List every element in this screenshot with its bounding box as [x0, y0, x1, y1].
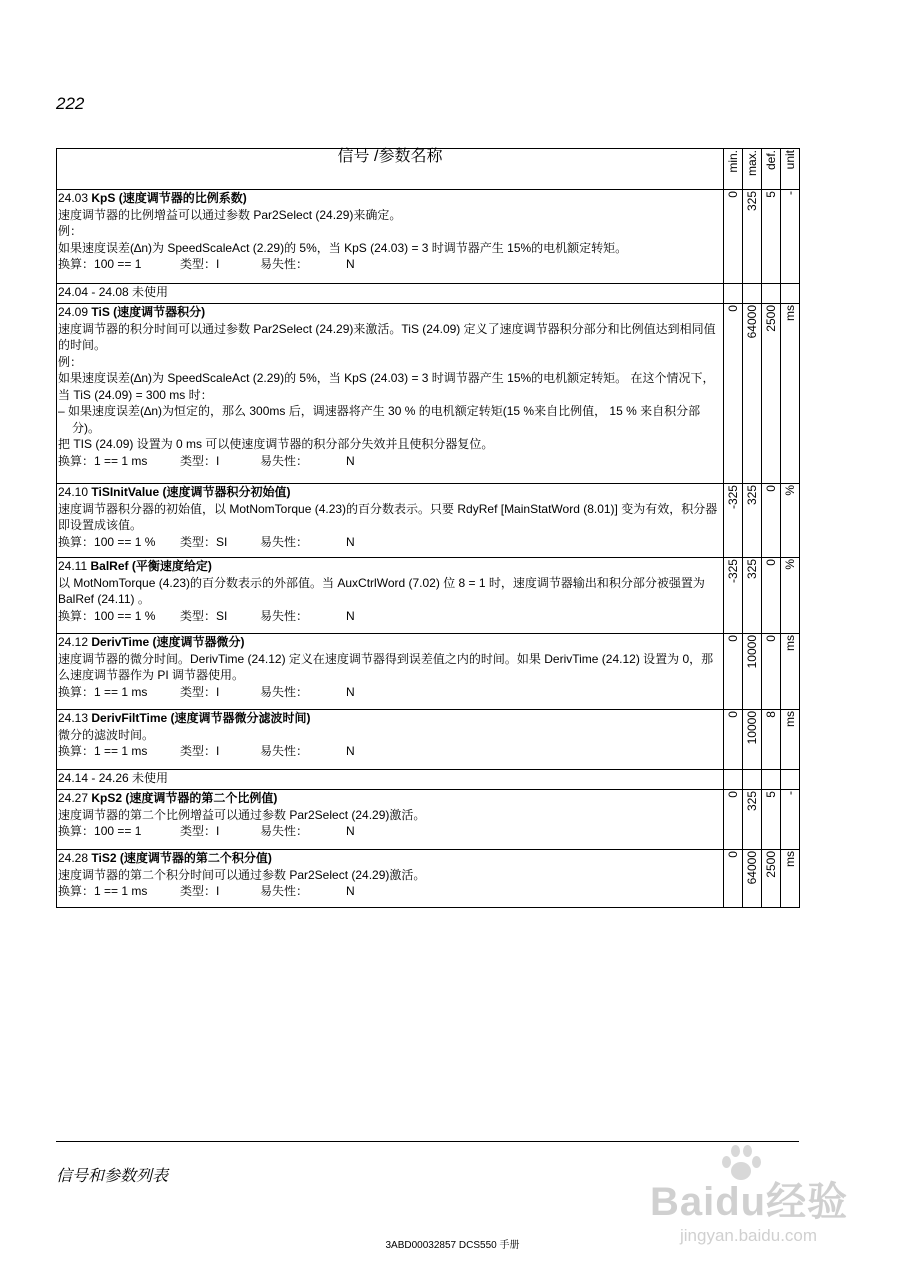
parameter-cn-name: (速度调节器的第二个比例值) [125, 791, 278, 805]
conversion-label: 换算： [58, 744, 95, 758]
conversion-label: 换算： [58, 534, 95, 549]
parameter-description [57, 710, 724, 770]
description-line: 速度调节器的比例增益可以通过参数 Par2Select (24.29)来确定。 [58, 207, 402, 222]
volatile-label: 易失性： [260, 534, 309, 549]
volatile-label: 易失性： [260, 684, 309, 699]
parameter-name: KpS2 [91, 791, 123, 805]
conversion-value: 1 == 1 ms [94, 453, 148, 468]
type-label: 类型： [180, 684, 217, 699]
unit-value: - [781, 790, 800, 850]
parameter-name: DerivFiltTime [91, 711, 168, 725]
max-value: 325 [743, 790, 762, 850]
parameter-meta [58, 608, 722, 625]
parameter-name: DerivTime [91, 635, 150, 649]
default-value: 0 [762, 484, 781, 558]
volatile-label: 易失性： [260, 453, 309, 468]
description-line: 例： [58, 224, 83, 238]
type-label: 类型： [180, 744, 217, 758]
default-value: 2500 [762, 850, 781, 908]
type-label: 类型： [180, 824, 217, 838]
volatile-value: N [346, 824, 355, 838]
type-label: 类型： [180, 534, 217, 549]
parameter-name: TiS2 [91, 851, 117, 865]
default-value: 0 [762, 558, 781, 634]
type-value: SI [216, 534, 228, 549]
conversion-value: 100 == 1 % [94, 608, 156, 623]
type-value: I [216, 744, 220, 758]
volatile-value: N [346, 884, 355, 898]
parameter-description [57, 484, 724, 558]
parameter-title [58, 790, 722, 807]
type-label: 类型： [180, 453, 217, 468]
parameter-title [58, 190, 722, 207]
parameter-cn-name: (速度调节器的第二个积分值) [119, 851, 272, 865]
parameter-name: TiS [91, 305, 110, 319]
conversion-value: 100 == 1 [94, 257, 142, 271]
type-label: 类型： [180, 884, 217, 898]
parameter-code: 24.28 [58, 851, 89, 865]
max-value: 325 [743, 484, 762, 558]
default-value: 0 [762, 634, 781, 710]
volatile-value: N [346, 534, 355, 549]
type-value: SI [216, 608, 228, 623]
unit-value: % [781, 558, 800, 634]
description-line: 速度调节器的微分时间。DerivTime (24.12) 定义在速度调节器得到误差值之内的时间。如果 DerivTime (24.12) 设置为 0，那么速度调节器作为 PI 调节器使用。 [58, 651, 714, 682]
unit-value: - [781, 190, 800, 284]
description-line: 以 MotNomTorque (4.23)的百分数表示的外部值。当 AuxCtrlWord (7.02) 位 8 = 1 时，速度调节器输出和积分部分被强置为 BalRef (24.11) 。 [58, 575, 705, 606]
description-line: – 如果速度误差(∆n)为恒定的，那么 300ms 后，调速器将产生 30 % 的电机额定转矩(15 %来自比例值， 15 % 来自积分部分)。 [58, 404, 701, 435]
min-value: 0 [724, 850, 743, 908]
watermark-url: jingyan.baidu.com [680, 1226, 818, 1245]
parameter-cn-name: (速度调节器积分) [113, 305, 206, 319]
parameter-meta [58, 534, 722, 551]
type-value: I [216, 257, 220, 271]
unused-row [57, 770, 800, 790]
description-line: 速度调节器积分器的初始值，以 MotNomTorque (4.23)的百分数表示。只要 RdyRef [MainStatWord (8.01)] 变为有效，积分器即设置成该值。 [58, 501, 718, 532]
max-value: 10000 [743, 710, 762, 770]
watermark-brand: Baidu经验 [650, 1180, 849, 1224]
type-value: I [216, 884, 220, 898]
volatile-value: N [346, 453, 355, 468]
parameter-meta [58, 684, 722, 701]
description-line: 速度调节器的第二个积分时间可以通过参数 Par2Select (24.29)激活。 [58, 867, 426, 882]
volatile-label: 易失性： [260, 824, 309, 838]
parameter-title [58, 304, 722, 321]
conversion-label: 换算： [58, 884, 95, 898]
parameter-title [58, 634, 722, 651]
volatile-value: N [346, 608, 355, 623]
volatile-label: 易失性： [260, 744, 309, 758]
type-value: I [216, 453, 220, 468]
footer-title: 信号和参数列表 [56, 1168, 169, 1185]
max-value: 325 [743, 558, 762, 634]
parameter-cn-name: (速度调节器微分) [152, 635, 245, 649]
max-value: 325 [743, 190, 762, 284]
unit-value: ms [781, 850, 800, 908]
description-line: 速度调节器的第二个比例增益可以通过参数 Par2Select (24.29)激活。 [58, 807, 426, 822]
table-header-row [57, 149, 800, 190]
parameter-title [58, 558, 722, 575]
parameter-description [57, 304, 724, 484]
parameter-code: 24.03 [58, 191, 89, 205]
parameter-meta [58, 453, 722, 470]
unused-range: 24.04 - 24.08 未使用 [57, 284, 724, 304]
parameter-row [57, 634, 800, 710]
parameter-cn-name: (速度调节器的比例系数) [118, 191, 247, 205]
parameter-code: 24.13 [58, 711, 89, 725]
volatile-value: N [346, 744, 355, 758]
parameter-meta [58, 256, 722, 273]
unit-value: % [781, 484, 800, 558]
parameter-name: BalRef [90, 559, 129, 573]
conversion-label: 换算： [58, 684, 95, 699]
unused-row [57, 284, 800, 304]
parameter-meta [58, 743, 722, 760]
parameter-description [57, 190, 724, 284]
parameter-row [57, 190, 800, 284]
parameter-code: 24.11 [58, 559, 88, 573]
min-value: 0 [724, 710, 743, 770]
parameter-title [58, 484, 722, 501]
parameter-row [57, 850, 800, 908]
description-line: 微分的滤波时间。 [58, 727, 155, 742]
min-value: -325 [724, 484, 743, 558]
parameter-title [58, 710, 722, 727]
type-label: 类型： [180, 608, 217, 623]
parameter-name: TiSInitValue [91, 485, 160, 499]
header-max: max. [743, 149, 762, 190]
volatile-value: N [346, 684, 355, 699]
header-title: 信号 /参数名称 [57, 149, 724, 190]
conversion-value: 100 == 1 % [94, 534, 156, 549]
parameter-description [57, 790, 724, 850]
max-value: 64000 [743, 304, 762, 484]
parameter-meta [58, 823, 722, 840]
min-value: -325 [724, 558, 743, 634]
type-label: 类型： [180, 257, 217, 271]
parameter-description [57, 850, 724, 908]
type-value: I [216, 824, 220, 838]
parameter-row [57, 304, 800, 484]
parameter-cn-name: (速度调节器积分初始值) [162, 485, 291, 499]
unit-value: ms [781, 710, 800, 770]
description-line: 如果速度误差(∆n)为 SpeedScaleAct (2.29)的 5%，当 KpS (24.03) = 3 时调节器产生 15%的电机额定转矩。 [58, 240, 628, 255]
header-def: def. [762, 149, 781, 190]
baidu-watermark [640, 1142, 880, 1262]
conversion-label: 换算： [58, 257, 95, 271]
parameter-row [57, 710, 800, 770]
parameter-row [57, 484, 800, 558]
conversion-value: 1 == 1 ms [94, 684, 148, 699]
description-line: 速度调节器的积分时间可以通过参数 Par2Select (24.29)来激活。TiS (24.09) 定义了速度调节器积分部分和比例值达到相同值的时间。 [58, 321, 716, 352]
default-value: 8 [762, 710, 781, 770]
conversion-label: 换算： [58, 608, 95, 623]
min-value: 0 [724, 304, 743, 484]
volatile-label: 易失性： [260, 608, 309, 623]
parameter-title [58, 850, 722, 867]
parameter-code: 24.12 [58, 635, 89, 649]
default-value: 5 [762, 190, 781, 284]
header-min: min. [724, 149, 743, 190]
description-line: 如果速度误差(∆n)为 SpeedScaleAct (2.29)的 5%，当 KpS (24.03) = 3 时调节器产生 15%的电机额定转矩。 在这个情况下，当 TiS (24.09) = 300 ms 时： [58, 371, 715, 402]
parameter-description [57, 634, 724, 710]
default-value: 5 [762, 790, 781, 850]
header-unit: unit [781, 149, 800, 190]
unit-value: ms [781, 634, 800, 710]
parameter-table [56, 148, 800, 908]
parameter-cn-name: (速度调节器微分滤波时间) [170, 711, 311, 725]
parameter-code: 24.10 [58, 485, 89, 499]
description-line: 把 TIS (24.09) 设置为 0 ms 可以使速度调节器的积分部分失效并且使积分器复位。 [58, 437, 494, 451]
min-value: 0 [724, 790, 743, 850]
min-value: 0 [724, 634, 743, 710]
parameter-description [57, 558, 724, 634]
volatile-label: 易失性： [260, 884, 309, 898]
max-value: 10000 [743, 634, 762, 710]
conversion-label: 换算： [58, 453, 95, 468]
parameter-name: KpS [91, 191, 116, 205]
page-number: 222 [56, 94, 85, 113]
default-value: 2500 [762, 304, 781, 484]
conversion-label: 换算： [58, 824, 95, 838]
conversion-value: 100 == 1 [94, 824, 142, 838]
description-line: 例： [58, 354, 83, 369]
parameter-code: 24.27 [58, 791, 89, 805]
unused-range: 24.14 - 24.26 未使用 [57, 770, 724, 790]
document-id: 3ABD00032857 DCS550 手册 [385, 1240, 520, 1251]
max-value: 64000 [743, 850, 762, 908]
parameter-cn-name: (平衡速度给定) [131, 559, 212, 573]
conversion-value: 1 == 1 ms [94, 744, 148, 758]
unit-value: ms [781, 304, 800, 484]
min-value: 0 [724, 190, 743, 284]
type-value: I [216, 684, 220, 699]
parameter-row [57, 558, 800, 634]
parameter-row [57, 790, 800, 850]
parameter-code: 24.09 [58, 305, 89, 319]
volatile-value: N [346, 257, 355, 271]
volatile-label: 易失性： [260, 257, 309, 271]
parameter-meta [58, 883, 722, 900]
conversion-value: 1 == 1 ms [94, 884, 148, 898]
